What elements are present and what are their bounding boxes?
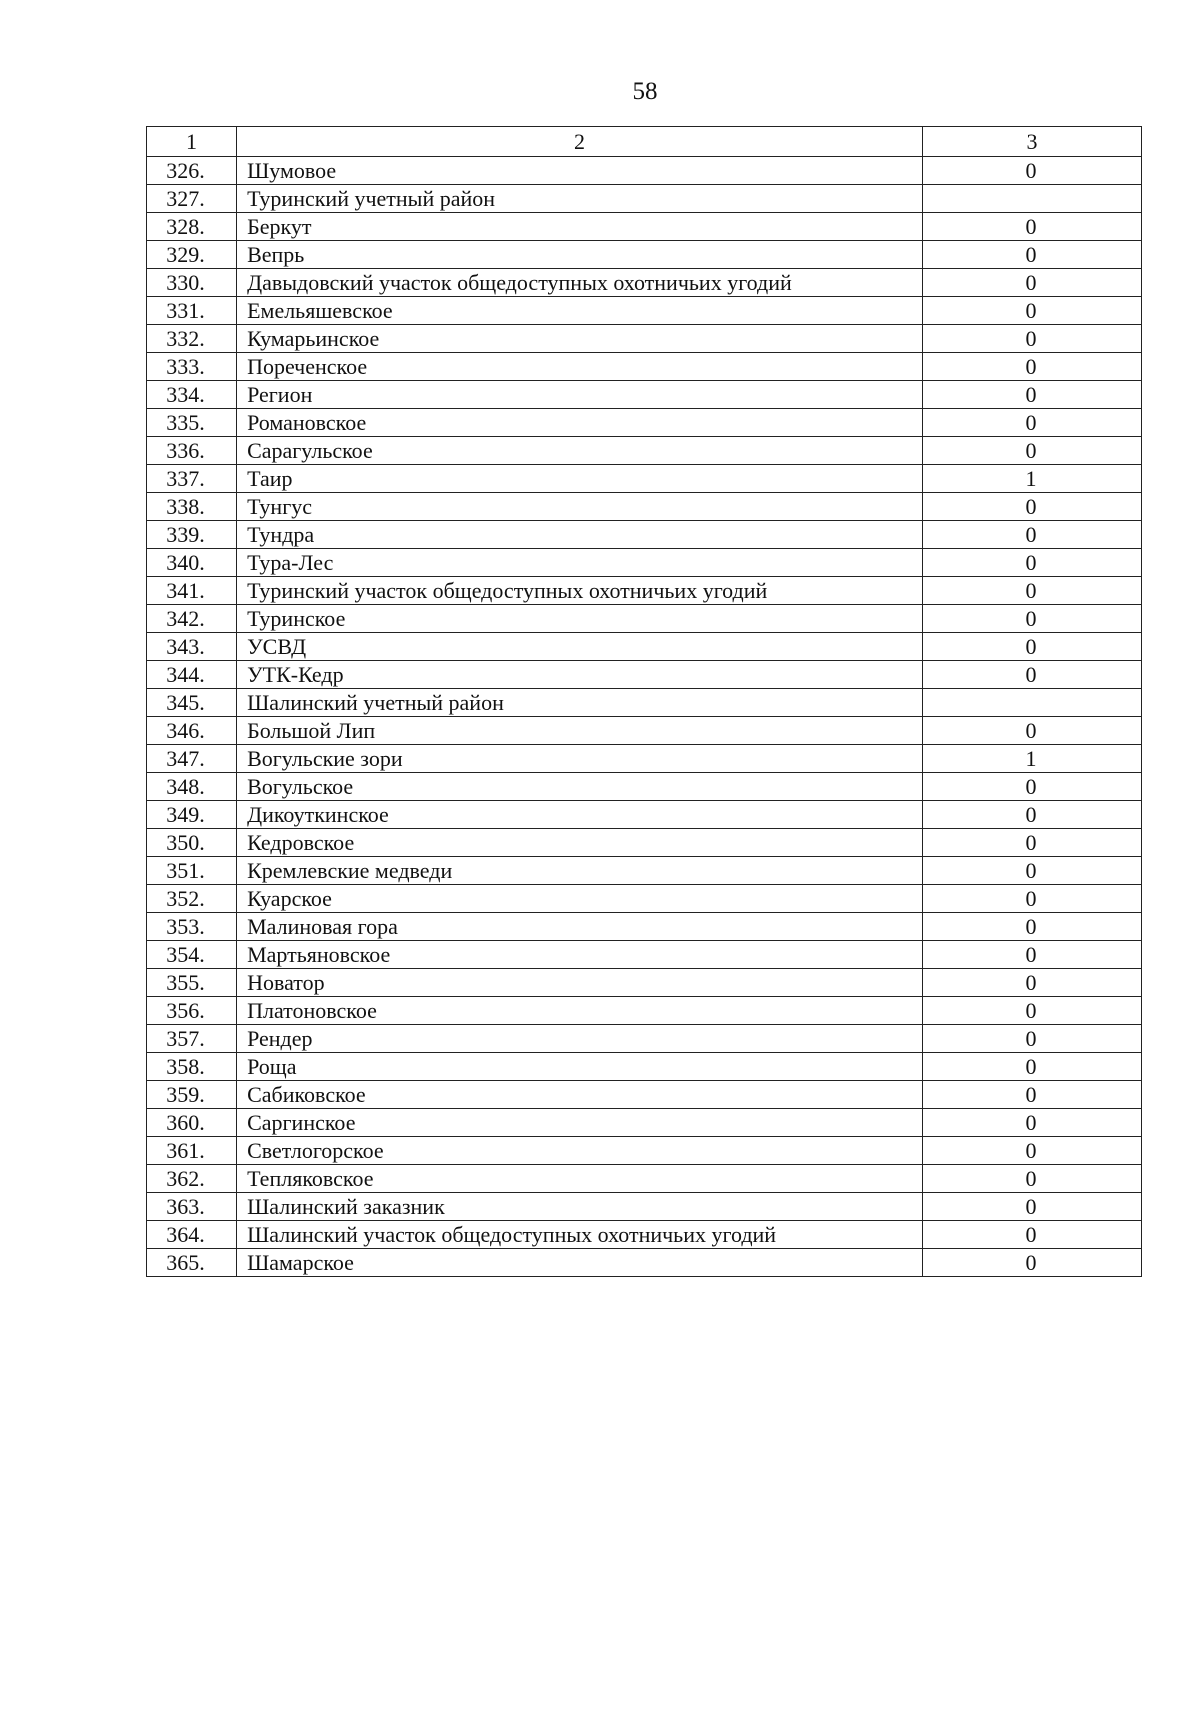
row-number-cell: 335. bbox=[147, 409, 237, 437]
area-name-cell: Романовское bbox=[237, 409, 923, 437]
area-name-cell: Мартьяновское bbox=[237, 941, 923, 969]
area-name-cell: Таир bbox=[237, 465, 923, 493]
area-name-cell: Большой Лип bbox=[237, 717, 923, 745]
table-row bbox=[147, 213, 1142, 241]
value-cell: 0 bbox=[922, 717, 1141, 745]
table-row bbox=[147, 437, 1142, 465]
area-name-cell: Куарское bbox=[237, 885, 923, 913]
table-row bbox=[147, 157, 1142, 185]
area-name-cell: Емельяшевское bbox=[237, 297, 923, 325]
area-name-cell: Шалинский учетный район bbox=[237, 689, 923, 717]
value-cell: 0 bbox=[922, 437, 1141, 465]
row-number-cell: 345. bbox=[147, 689, 237, 717]
area-name-cell: Платоновское bbox=[237, 997, 923, 1025]
table-row bbox=[147, 661, 1142, 689]
row-number-cell: 358. bbox=[147, 1053, 237, 1081]
table-row bbox=[147, 493, 1142, 521]
row-number-cell: 341. bbox=[147, 577, 237, 605]
row-number-cell: 327. bbox=[147, 185, 237, 213]
table-row bbox=[147, 1221, 1142, 1249]
row-number-cell: 346. bbox=[147, 717, 237, 745]
value-cell: 0 bbox=[922, 325, 1141, 353]
table-row bbox=[147, 409, 1142, 437]
table-row bbox=[147, 689, 1142, 717]
row-number-cell: 326. bbox=[147, 157, 237, 185]
table-row bbox=[147, 241, 1142, 269]
value-cell: 0 bbox=[922, 213, 1141, 241]
table-row bbox=[147, 941, 1142, 969]
column-header-1: 1 bbox=[147, 127, 237, 157]
area-name-cell: Беркут bbox=[237, 213, 923, 241]
value-cell: 0 bbox=[922, 1025, 1141, 1053]
row-number-cell: 343. bbox=[147, 633, 237, 661]
area-name-cell: Туринский учетный район bbox=[237, 185, 923, 213]
area-name-cell: Давыдовский участок общедоступных охотничьих угодий bbox=[237, 269, 923, 297]
value-cell: 0 bbox=[922, 1193, 1141, 1221]
value-cell: 1 bbox=[922, 465, 1141, 493]
row-number-cell: 354. bbox=[147, 941, 237, 969]
table-row bbox=[147, 381, 1142, 409]
table-row bbox=[147, 549, 1142, 577]
row-number-cell: 328. bbox=[147, 213, 237, 241]
row-number-cell: 363. bbox=[147, 1193, 237, 1221]
row-number-cell: 338. bbox=[147, 493, 237, 521]
value-cell: 0 bbox=[922, 381, 1141, 409]
area-name-cell: Сарагульское bbox=[237, 437, 923, 465]
area-name-cell: Туринское bbox=[237, 605, 923, 633]
table-row bbox=[147, 913, 1142, 941]
row-number-cell: 347. bbox=[147, 745, 237, 773]
area-name-cell: Малиновая гора bbox=[237, 913, 923, 941]
column-header-2: 2 bbox=[237, 127, 923, 157]
table-row bbox=[147, 885, 1142, 913]
area-name-cell: Шумовое bbox=[237, 157, 923, 185]
area-name-cell: Тунгус bbox=[237, 493, 923, 521]
value-cell: 0 bbox=[922, 269, 1141, 297]
value-cell: 0 bbox=[922, 1081, 1141, 1109]
value-cell: 0 bbox=[922, 521, 1141, 549]
area-name-cell: Сабиковское bbox=[237, 1081, 923, 1109]
area-name-cell: Кумарьинское bbox=[237, 325, 923, 353]
area-name-cell: Кедровское bbox=[237, 829, 923, 857]
row-number-cell: 333. bbox=[147, 353, 237, 381]
area-name-cell: Тура-Лес bbox=[237, 549, 923, 577]
value-cell: 0 bbox=[922, 1221, 1141, 1249]
row-number-cell: 352. bbox=[147, 885, 237, 913]
table-row bbox=[147, 185, 1142, 213]
table-row bbox=[147, 829, 1142, 857]
value-cell: 0 bbox=[922, 1109, 1141, 1137]
row-number-cell: 337. bbox=[147, 465, 237, 493]
row-number-cell: 344. bbox=[147, 661, 237, 689]
row-number-cell: 355. bbox=[147, 969, 237, 997]
row-number-cell: 332. bbox=[147, 325, 237, 353]
area-name-cell: УТК-Кедр bbox=[237, 661, 923, 689]
row-number-cell: 360. bbox=[147, 1109, 237, 1137]
table-body bbox=[147, 127, 1142, 1277]
table-row bbox=[147, 353, 1142, 381]
row-number-cell: 359. bbox=[147, 1081, 237, 1109]
value-cell: 0 bbox=[922, 1249, 1141, 1277]
table-row bbox=[147, 1025, 1142, 1053]
value-cell: 1 bbox=[922, 745, 1141, 773]
table-row bbox=[147, 297, 1142, 325]
value-cell: 0 bbox=[922, 661, 1141, 689]
row-number-cell: 362. bbox=[147, 1165, 237, 1193]
table-row bbox=[147, 1053, 1142, 1081]
value-cell: 0 bbox=[922, 297, 1141, 325]
value-cell: 0 bbox=[922, 1137, 1141, 1165]
area-name-cell: Шамарское bbox=[237, 1249, 923, 1277]
value-cell: 0 bbox=[922, 605, 1141, 633]
row-number-cell: 339. bbox=[147, 521, 237, 549]
row-number-cell: 329. bbox=[147, 241, 237, 269]
value-cell: 0 bbox=[922, 493, 1141, 521]
area-name-cell: Регион bbox=[237, 381, 923, 409]
area-name-cell: Шалинский участок общедоступных охотничьих угодий bbox=[237, 1221, 923, 1249]
value-cell: 0 bbox=[922, 941, 1141, 969]
row-number-cell: 365. bbox=[147, 1249, 237, 1277]
table-row bbox=[147, 1165, 1142, 1193]
table-row bbox=[147, 521, 1142, 549]
row-number-cell: 353. bbox=[147, 913, 237, 941]
value-cell: 0 bbox=[922, 633, 1141, 661]
area-name-cell: Светлогорское bbox=[237, 1137, 923, 1165]
value-cell bbox=[922, 185, 1141, 213]
value-cell: 0 bbox=[922, 997, 1141, 1025]
page-number: 58 bbox=[632, 78, 658, 105]
area-name-cell: Кремлевские медведи bbox=[237, 857, 923, 885]
area-name-cell: Шалинский заказник bbox=[237, 1193, 923, 1221]
value-cell: 0 bbox=[922, 969, 1141, 997]
area-name-cell: Новатор bbox=[237, 969, 923, 997]
row-number-cell: 330. bbox=[147, 269, 237, 297]
table-row bbox=[147, 1193, 1142, 1221]
value-cell: 0 bbox=[922, 885, 1141, 913]
area-name-cell: Пореченское bbox=[237, 353, 923, 381]
table-row bbox=[147, 325, 1142, 353]
row-number-cell: 357. bbox=[147, 1025, 237, 1053]
value-cell: 0 bbox=[922, 577, 1141, 605]
value-cell: 0 bbox=[922, 549, 1141, 577]
table-row bbox=[147, 1249, 1142, 1277]
value-cell: 0 bbox=[922, 157, 1141, 185]
value-cell: 0 bbox=[922, 773, 1141, 801]
table-row bbox=[147, 633, 1142, 661]
row-number-cell: 356. bbox=[147, 997, 237, 1025]
area-name-cell: Саргинское bbox=[237, 1109, 923, 1137]
table-row bbox=[147, 577, 1142, 605]
row-number-cell: 331. bbox=[147, 297, 237, 325]
area-name-cell: Рендер bbox=[237, 1025, 923, 1053]
row-number-cell: 361. bbox=[147, 1137, 237, 1165]
value-cell: 0 bbox=[922, 801, 1141, 829]
area-name-cell: Тепляковское bbox=[237, 1165, 923, 1193]
table-row bbox=[147, 997, 1142, 1025]
table-row bbox=[147, 801, 1142, 829]
row-number-cell: 350. bbox=[147, 829, 237, 857]
table-row bbox=[147, 717, 1142, 745]
value-cell: 0 bbox=[922, 857, 1141, 885]
table-header-row bbox=[147, 127, 1142, 157]
area-name-cell: Тундра bbox=[237, 521, 923, 549]
value-cell: 0 bbox=[922, 1053, 1141, 1081]
area-name-cell: Вогульские зори bbox=[237, 745, 923, 773]
row-number-cell: 334. bbox=[147, 381, 237, 409]
row-number-cell: 342. bbox=[147, 605, 237, 633]
value-cell bbox=[922, 689, 1141, 717]
table-row bbox=[147, 1081, 1142, 1109]
table-row bbox=[147, 969, 1142, 997]
area-name-cell: Вогульское bbox=[237, 773, 923, 801]
value-cell: 0 bbox=[922, 353, 1141, 381]
value-cell: 0 bbox=[922, 241, 1141, 269]
table-row bbox=[147, 465, 1142, 493]
table-row bbox=[147, 1137, 1142, 1165]
table-row bbox=[147, 269, 1142, 297]
value-cell: 0 bbox=[922, 1165, 1141, 1193]
row-number-cell: 336. bbox=[147, 437, 237, 465]
table-row bbox=[147, 773, 1142, 801]
value-cell: 0 bbox=[922, 913, 1141, 941]
table-row bbox=[147, 857, 1142, 885]
area-name-cell: УСВД bbox=[237, 633, 923, 661]
table-row bbox=[147, 1109, 1142, 1137]
value-cell: 0 bbox=[922, 829, 1141, 857]
value-cell: 0 bbox=[922, 409, 1141, 437]
area-name-cell: Туринский участок общедоступных охотничьих угодий bbox=[237, 577, 923, 605]
area-name-cell: Вепрь bbox=[237, 241, 923, 269]
row-number-cell: 340. bbox=[147, 549, 237, 577]
column-header-3: 3 bbox=[922, 127, 1141, 157]
area-name-cell: Дикоуткинское bbox=[237, 801, 923, 829]
row-number-cell: 364. bbox=[147, 1221, 237, 1249]
table-row bbox=[147, 605, 1142, 633]
data-table bbox=[146, 126, 1142, 1277]
row-number-cell: 348. bbox=[147, 773, 237, 801]
row-number-cell: 349. bbox=[147, 801, 237, 829]
table-row bbox=[147, 745, 1142, 773]
row-number-cell: 351. bbox=[147, 857, 237, 885]
area-name-cell: Роща bbox=[237, 1053, 923, 1081]
